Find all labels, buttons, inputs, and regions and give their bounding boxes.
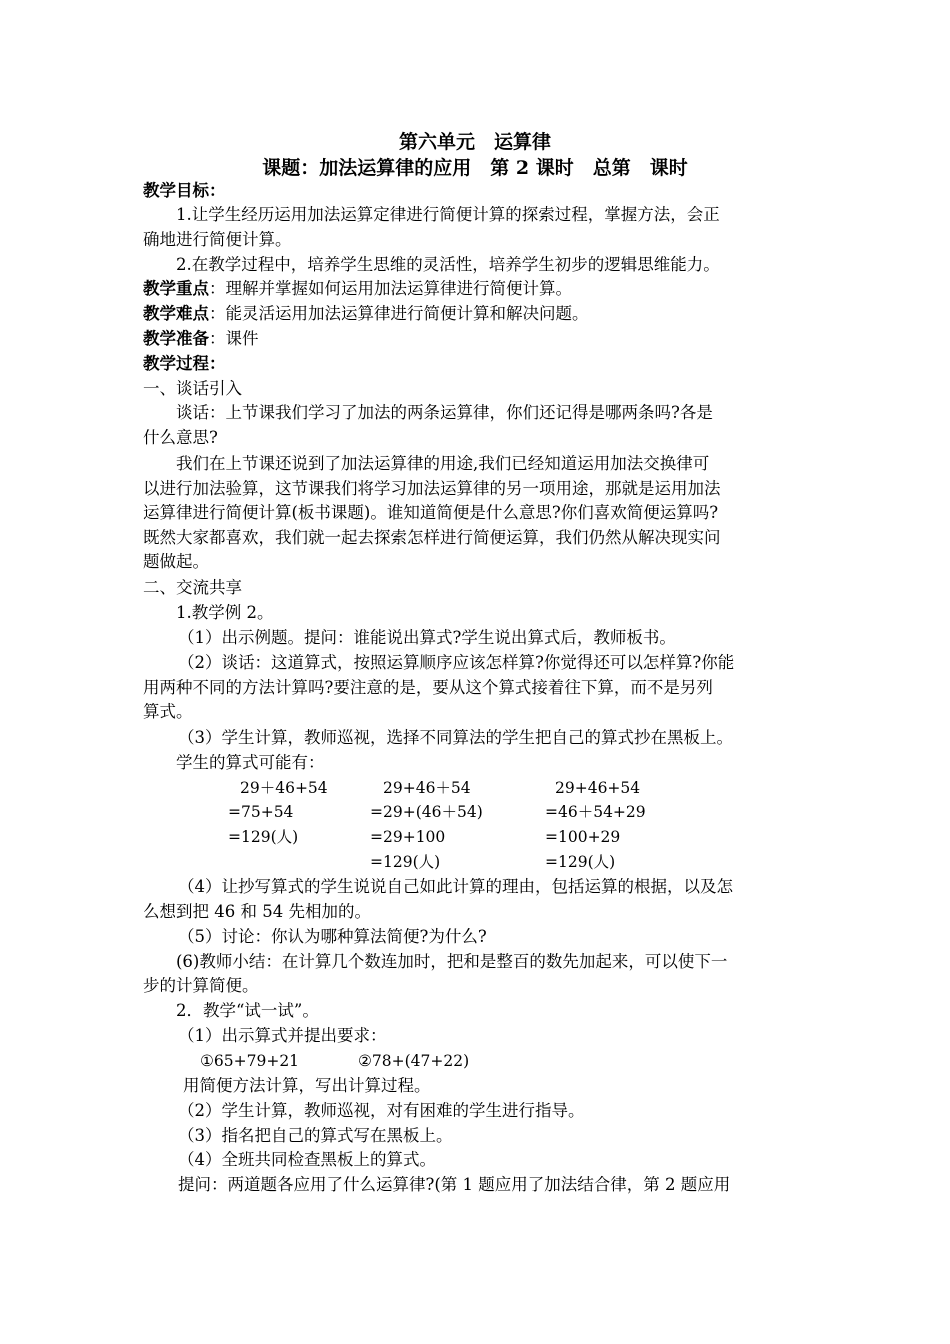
calc-a-line: =75+54 bbox=[228, 803, 294, 821]
step-4-line-2: 么想到把 46 和 54 先相加的。 bbox=[143, 902, 371, 921]
try-requirement: 用简便方法计算，写出计算过程。 bbox=[183, 1076, 431, 1095]
try-step-2: （2）学生计算，教师巡视，对有困难的学生进行指导。 bbox=[178, 1101, 585, 1120]
difficulty-text: ：能灵活运用加法运算律进行简便计算和解决问题。 bbox=[209, 304, 589, 323]
step-2-line-3: 算式。 bbox=[143, 702, 193, 721]
talk-2-line-2: 以进行加法验算，这节课我们将学习加法运算律的另一项用途，那就是运用加法 bbox=[143, 479, 721, 498]
calc-a-line: 29＋46+54 bbox=[240, 779, 328, 797]
section-1-heading: 一、谈话引入 bbox=[143, 379, 242, 398]
talk-2-line-4: 既然大家都喜欢，我们就一起去探索怎样进行简便运算，我们仍然从解决现实问 bbox=[143, 528, 721, 547]
calc-c-line: =129(人) bbox=[545, 853, 616, 871]
try-question-1: ①65+79+21 bbox=[200, 1052, 300, 1070]
try-heading: 2．教学“试一试”。 bbox=[176, 1001, 319, 1020]
calc-c-line: =46＋54+29 bbox=[545, 803, 646, 821]
calc-a-line: =129(人) bbox=[228, 828, 299, 846]
try-question: 提问：两道题各应用了什么运算律?(第 1 题应用了加法结合律，第 2 题应用 bbox=[178, 1175, 731, 1194]
talk-2-line-1: 我们在上节课还说到了加法运算律的用途,我们已经知道运用加法交换律可 bbox=[176, 454, 710, 473]
try-question-2: ②78+(47+22) bbox=[358, 1052, 470, 1070]
try-step-4: （4）全班共同检查黑板上的算式。 bbox=[178, 1150, 436, 1169]
difficulty bbox=[143, 302, 589, 326]
step-3: （3）学生计算，教师巡视，选择不同算法的学生把自己的算式抄在黑板上。 bbox=[178, 728, 733, 747]
goal-2: 2.在教学过程中，培养学生思维的灵活性，培养学生初步的逻辑思维能力。 bbox=[176, 255, 720, 274]
step-5: （5）讨论：你认为哪种算法简便?为什么? bbox=[178, 927, 487, 946]
key-point-text: ：理解并掌握如何运用加法运算律进行简便计算。 bbox=[209, 279, 572, 298]
difficulty-label: 教学难点 bbox=[143, 304, 209, 323]
step-3-possible: 学生的算式可能有： bbox=[176, 753, 325, 772]
step-4-line-1: （4）让抄写算式的学生说说自己如此计算的理由，包括运算的根据，以及怎 bbox=[178, 877, 733, 896]
key-point-label: 教学重点 bbox=[143, 279, 209, 298]
unit-title: 第六单元 运算律 bbox=[398, 131, 551, 153]
calc-b-line: 29+46＋54 bbox=[383, 779, 471, 797]
step-2-line-1: （2）谈话：这道算式，按照运算顺序应该怎样算?你觉得还可以怎样算?你能 bbox=[178, 653, 735, 672]
step-2-line-2: 用两种不同的方法计算吗?要注意的是，要从这个算式接着往下算，而不是另列 bbox=[143, 678, 713, 697]
step-1: （1）出示例题。提问：谁能说出算式?学生说出算式后，教师板书。 bbox=[178, 628, 676, 647]
section-2-heading: 二、交流共享 bbox=[143, 578, 242, 597]
talk-2-line-5: 题做起。 bbox=[143, 552, 209, 571]
try-step-3: （3）指名把自己的算式写在黑板上。 bbox=[178, 1126, 453, 1145]
calc-c-line: =100+29 bbox=[545, 828, 621, 846]
try-step-1: （1）出示算式并提出要求： bbox=[178, 1026, 387, 1045]
lesson-title: 课题：加法运算律的应用 第 2 课时 总第 课时 bbox=[262, 157, 688, 179]
goal-1-line-2: 确地进行简便计算。 bbox=[143, 230, 292, 249]
example-2-heading: 1.教学例 2。 bbox=[176, 603, 274, 622]
preparation-label: 教学准备 bbox=[143, 329, 209, 348]
preparation-text: ：课件 bbox=[209, 329, 259, 348]
goal-label: 教学目标： bbox=[143, 181, 226, 200]
talk-1-line-1: 谈话：上节课我们学习了加法的两条运算律，你们还记得是哪两条吗?各是 bbox=[176, 403, 713, 422]
calc-c-line: 29+46+54 bbox=[555, 779, 641, 797]
process-label: 教学过程： bbox=[143, 354, 226, 373]
goal-1-line-1: 1.让学生经历运用加法运算定律进行简便计算的探索过程，掌握方法，会正 bbox=[176, 205, 720, 224]
step-6-line-2: 步的计算简便。 bbox=[143, 976, 259, 995]
preparation bbox=[143, 327, 259, 351]
step-6-line-1: (6)教师小结：在计算几个数连加时，把和是整百的数先加起来，可以使下一 bbox=[176, 952, 728, 971]
talk-2-line-3: 运算律进行简便计算(板书课题)。谁知道简便是什么意思?你们喜欢简便运算吗? bbox=[143, 503, 719, 522]
calc-b-line: =29+(46＋54) bbox=[370, 803, 483, 821]
talk-1-line-2: 什么意思? bbox=[143, 428, 218, 447]
calc-b-line: =129(人) bbox=[370, 853, 441, 871]
calc-b-line: =29+100 bbox=[370, 828, 446, 846]
key-point bbox=[143, 277, 572, 301]
